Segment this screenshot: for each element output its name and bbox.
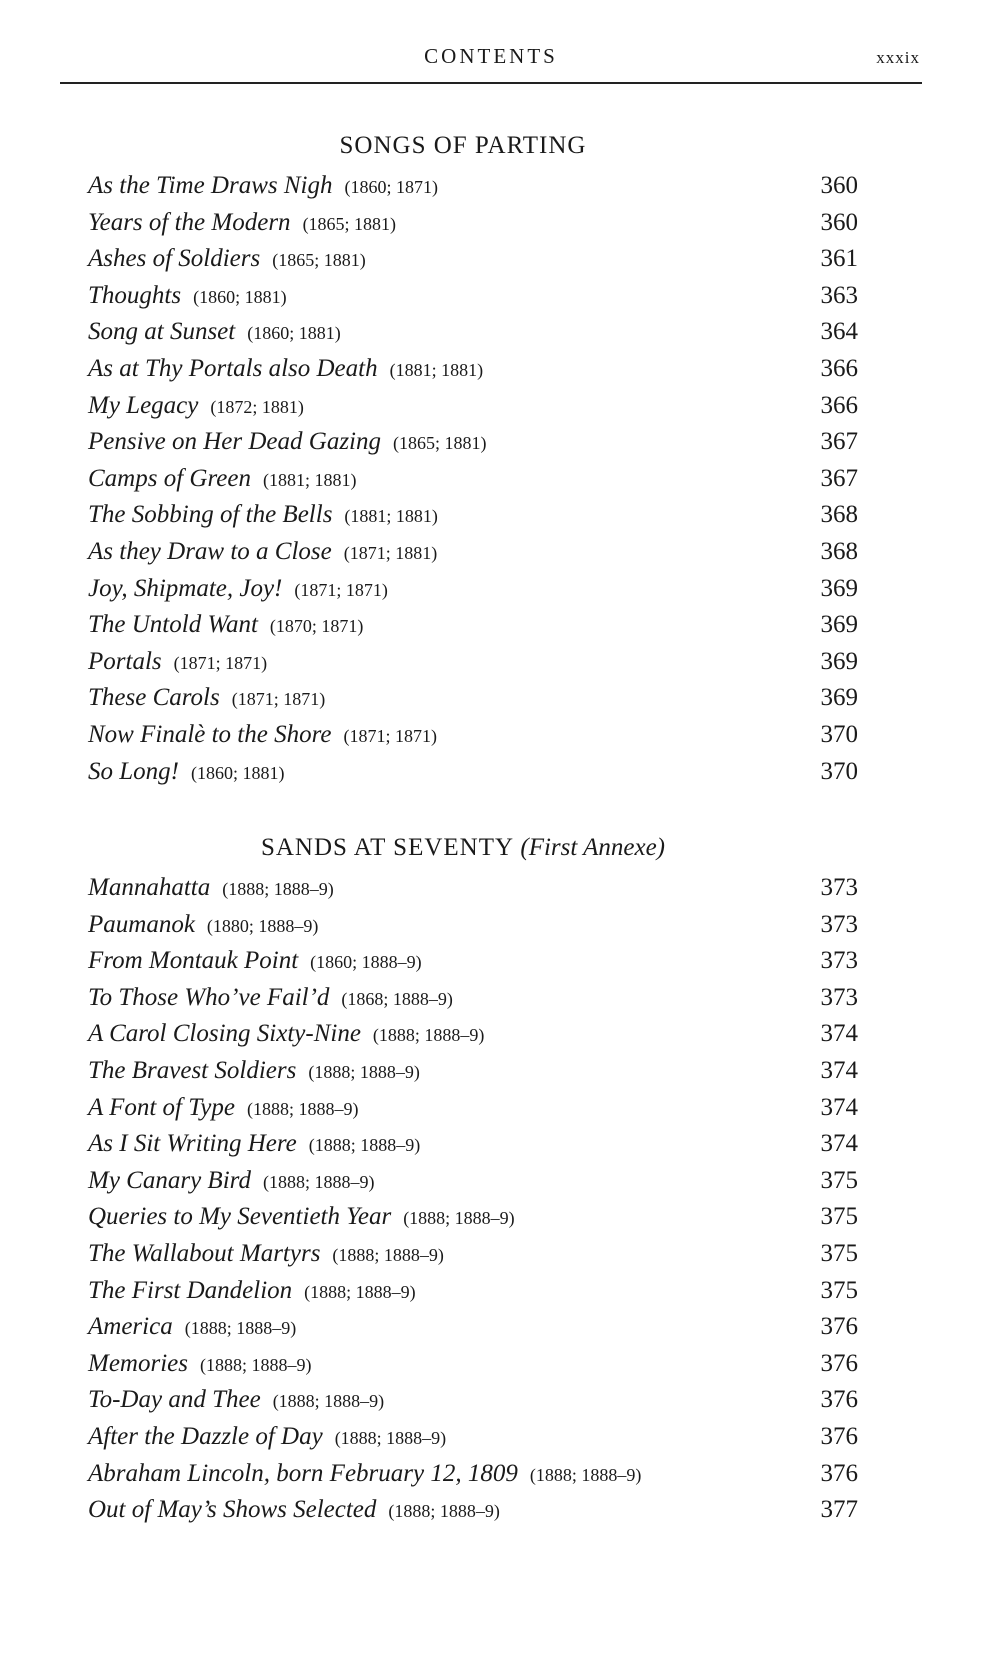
toc-entry <box>88 870 858 907</box>
toc-entry <box>88 644 858 681</box>
entry-dates: (1888; 1888–9) <box>332 1244 444 1265</box>
entry-dates: (1865; 1881) <box>272 250 366 271</box>
entry-dates: (1888; 1888–9) <box>529 1464 642 1485</box>
entry-page-number: 377 <box>820 1496 858 1524</box>
entry-page-number: 369 <box>820 647 858 675</box>
section-title: SONGS OF PARTING <box>339 132 587 159</box>
entry-title: After the Dazzle of Day <box>88 1422 323 1450</box>
entry-title: So Long! <box>88 757 179 785</box>
entry-title: Song at Sunset <box>88 318 236 346</box>
entry-dates: (1870; 1871) <box>269 616 364 637</box>
entry-title: A Font of Type <box>88 1093 235 1121</box>
toc-entry <box>88 1126 858 1163</box>
toc-entry <box>88 1382 858 1419</box>
entry-dates: (1888; 1888–9) <box>246 1098 359 1119</box>
entry-title: Mannahatta <box>88 874 211 901</box>
toc-entry <box>88 571 858 608</box>
entry-dates: (1865; 1881) <box>302 213 397 234</box>
entry-page-number: 366 <box>820 391 858 419</box>
entry-title: Queries to My Seventieth Year <box>88 1203 392 1231</box>
entry-title: Ashes of Soldiers <box>88 245 261 273</box>
entry-title: These Carols <box>88 684 220 712</box>
toc-entry <box>88 1419 858 1456</box>
entry-dates: (1888; 1888–9) <box>222 879 334 899</box>
entry-page-number: 369 <box>820 574 858 602</box>
entry-title: Abraham Lincoln, born February 12, 1809 <box>88 1459 518 1487</box>
entry-page-number: 376 <box>820 1313 858 1341</box>
entry-page-number: 369 <box>820 684 858 712</box>
entry-dates: (1871; 1871) <box>173 652 268 673</box>
entry-title: Portals <box>88 647 162 675</box>
entry-page-number: 376 <box>820 1349 858 1377</box>
entry-title: Now Finalè to the Shore <box>88 720 332 748</box>
section-sands-at-seventy <box>88 826 858 1529</box>
toc-entry <box>88 607 858 644</box>
toc-entry <box>88 1199 858 1236</box>
entry-title: America <box>88 1313 173 1341</box>
entry-page-number: 373 <box>820 947 858 975</box>
toc-entry <box>88 241 858 278</box>
entry-title: The Bravest Soldiers <box>88 1056 297 1084</box>
entry-title: Pensive on Her Dead Gazing <box>88 428 381 456</box>
entry-page-number: 375 <box>820 1203 858 1231</box>
entry-page-number: 364 <box>820 318 858 346</box>
entry-dates: (1888; 1888–9) <box>388 1501 500 1522</box>
entry-page-number: 367 <box>820 464 858 492</box>
entry-page-number: 375 <box>820 1239 858 1267</box>
entry-page-number: 376 <box>820 1422 858 1450</box>
entry-title: The Untold Want <box>88 611 258 639</box>
toc-entry <box>88 907 858 944</box>
entry-page-number: 369 <box>820 611 858 639</box>
entry-title: To Those Who’ve Fail’d <box>88 983 330 1011</box>
entry-page-number: 376 <box>820 1459 858 1487</box>
entry-title: To-Day and Thee <box>88 1386 261 1414</box>
entry-title: Joy, Shipmate, Joy! <box>88 574 283 602</box>
entry-title: Camps of Green <box>88 464 251 492</box>
toc-entry <box>88 943 858 980</box>
entry-dates: (1860; 1888–9) <box>310 952 422 973</box>
entry-title: Paumanok <box>88 910 195 938</box>
entry-dates: (1888; 1888–9) <box>334 1427 447 1448</box>
entry-dates: (1881; 1881) <box>262 469 357 490</box>
entry-title: The First Dandelion <box>88 1276 293 1304</box>
entry-title: Years of the Modern <box>88 208 291 236</box>
toc-entry <box>88 314 858 351</box>
entry-title: As I Sit Writing Here <box>88 1130 297 1158</box>
entry-dates: (1880; 1888–9) <box>206 915 319 936</box>
entry-page-number: 363 <box>820 281 858 309</box>
entry-list <box>88 168 858 790</box>
toc-entry <box>88 205 858 242</box>
toc-entry <box>88 717 858 754</box>
entry-dates: (1888; 1888–9) <box>272 1391 385 1412</box>
entry-page-number: 373 <box>820 874 858 901</box>
entry-page-number: 376 <box>820 1386 858 1414</box>
entry-dates: (1871; 1871) <box>231 689 326 710</box>
section-heading <box>68 124 858 168</box>
entry-page-number: 374 <box>820 1130 858 1158</box>
entry-list <box>88 870 858 1529</box>
entry-title: The Wallabout Martyrs <box>88 1239 321 1267</box>
toc-entry <box>88 1309 858 1346</box>
entry-page-number: 373 <box>820 983 858 1011</box>
entry-dates: (1888; 1888–9) <box>304 1281 416 1302</box>
entry-dates: (1888; 1888–9) <box>262 1171 375 1192</box>
entry-page-number: 375 <box>820 1276 858 1304</box>
toc-entry <box>88 1163 858 1200</box>
entry-dates: (1888; 1888–9) <box>403 1208 515 1229</box>
entry-title: From Montauk Point <box>88 947 299 975</box>
toc-entry <box>88 1016 858 1053</box>
entry-dates: (1871; 1881) <box>343 542 438 563</box>
toc-entry <box>88 680 858 717</box>
toc-entry <box>88 1090 858 1127</box>
section-songs-of-parting <box>88 124 858 790</box>
entry-dates: (1865; 1881) <box>393 433 487 454</box>
entry-dates: (1872; 1881) <box>210 396 304 417</box>
entry-dates: (1860; 1871) <box>344 177 438 197</box>
entry-dates: (1888; 1888–9) <box>199 1354 312 1375</box>
entry-title: As they Draw to a Close <box>88 537 332 565</box>
entry-page-number: 375 <box>820 1166 858 1194</box>
toc-entry <box>88 1236 858 1273</box>
entry-page-number: 373 <box>820 910 858 938</box>
page-number: xxxix <box>876 48 920 67</box>
entry-page-number: 360 <box>820 208 858 236</box>
entry-dates: (1881; 1881) <box>389 359 484 380</box>
entry-dates: (1888; 1888–9) <box>372 1025 485 1046</box>
toc-entry <box>88 388 858 425</box>
entry-page-number: 374 <box>820 1020 858 1048</box>
toc-entry <box>88 534 858 571</box>
entry-page-number: 368 <box>820 537 858 565</box>
entry-page-number: 370 <box>820 757 858 785</box>
toc-entry <box>88 1273 858 1310</box>
toc-entry <box>88 1492 858 1529</box>
toc-entry <box>88 497 858 534</box>
entry-title: As at Thy Portals also Death <box>88 354 378 382</box>
entry-dates: (1881; 1881) <box>344 506 438 527</box>
entry-dates: (1860; 1881) <box>247 323 341 344</box>
entry-dates: (1860; 1881) <box>190 762 285 783</box>
entry-dates: (1888; 1888–9) <box>308 1061 420 1082</box>
toc-entry <box>88 168 858 205</box>
toc-entry <box>88 754 858 791</box>
entry-title: Out of May’s Shows Selected <box>88 1496 377 1524</box>
entry-page-number: 374 <box>820 1056 858 1084</box>
entry-page-number: 370 <box>820 720 858 748</box>
entry-title: The Sobbing of the Bells <box>88 501 333 529</box>
toc-entry <box>88 1456 858 1493</box>
entry-dates: (1871; 1871) <box>294 579 388 600</box>
entry-page-number: 367 <box>820 428 858 456</box>
toc-entry <box>88 424 858 461</box>
running-title: CONTENTS <box>424 44 558 68</box>
toc-entry <box>88 461 858 498</box>
entry-page-number: 374 <box>820 1093 858 1121</box>
entry-dates: (1871; 1871) <box>343 725 437 746</box>
entry-title: Memories <box>88 1349 188 1377</box>
entry-title: Thoughts <box>88 281 182 309</box>
toc-entry <box>88 980 858 1017</box>
entry-title: My Canary Bird <box>88 1166 251 1194</box>
page-header <box>60 42 922 84</box>
entry-dates: (1888; 1888–9) <box>308 1135 421 1156</box>
entry-dates: (1868; 1888–9) <box>341 988 453 1009</box>
toc-entry <box>88 1346 858 1383</box>
entry-page-number: 361 <box>820 245 858 273</box>
entry-dates: (1860; 1881) <box>193 286 287 307</box>
section-heading <box>68 826 858 870</box>
entry-page-number: 368 <box>820 501 858 529</box>
entry-title: My Legacy <box>88 391 199 419</box>
toc-entry <box>88 278 858 315</box>
entry-page-number: 360 <box>820 172 858 199</box>
toc-entry <box>88 1053 858 1090</box>
entry-page-number: 366 <box>820 354 858 382</box>
toc-entry <box>88 351 858 388</box>
section-title: SANDS AT SEVENTY <box>260 834 514 861</box>
entry-title: A Carol Closing Sixty-Nine <box>88 1020 361 1048</box>
section-subtitle: (First Annexe) <box>520 834 666 861</box>
entry-title: As the Time Draws Nigh <box>88 172 333 199</box>
entry-dates: (1888; 1888–9) <box>184 1318 297 1339</box>
